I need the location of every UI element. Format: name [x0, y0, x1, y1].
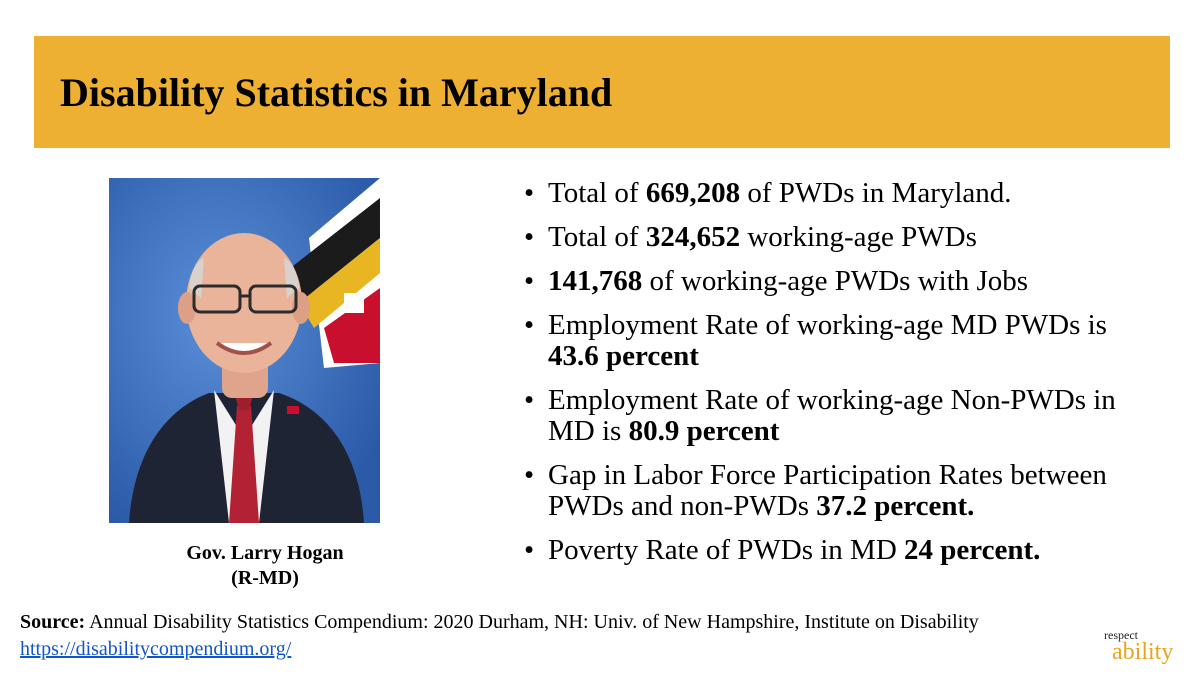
bullet-icon: •: [524, 265, 535, 297]
bullet-icon: •: [524, 309, 535, 341]
logo-text-bottom: ability: [1112, 639, 1174, 665]
respectability-logo: [1104, 628, 1194, 668]
source-text: Annual Disability Statistics Compendium: 2020 Durham, NH: Univ. of New Hampshire, Institute on Disability: [85, 611, 979, 633]
caption-name: Gov. Larry Hogan: [186, 542, 344, 564]
governor-photo: [109, 178, 380, 523]
bullet-icon: •: [524, 534, 535, 566]
list-item: • Employment Rate of working-age Non-PWDs in MD is 80.9 percent: [524, 384, 1116, 447]
bullet-icon: •: [524, 384, 535, 416]
source-link[interactable]: https://disabilitycompendium.org/: [20, 638, 292, 660]
photo-caption: [109, 541, 421, 591]
list-item: • Total of 324,652 working-age PWDs: [524, 221, 977, 253]
bullet-icon: •: [524, 221, 535, 253]
source-citation: [20, 609, 1120, 635]
statistics-list: [524, 178, 1144, 566]
list-item: • Poverty Rate of PWDs in MD 24 percent.: [524, 534, 1041, 566]
list-item: • Total of 669,208 of PWDs in Maryland.: [524, 177, 1012, 209]
source-label: Source:: [20, 611, 86, 633]
logo-text-top: respect: [1104, 628, 1138, 642]
caption-party: (R-MD): [231, 567, 299, 589]
list-item: • Employment Rate of working-age MD PWDs is 43.6 percent: [524, 309, 1107, 372]
list-item: • 141,768 of working-age PWDs with Jobs: [524, 265, 1029, 297]
list-item: • Gap in Labor Force Participation Rates between PWDs and non-PWDs 37.2 percent.: [524, 459, 1107, 522]
bullet-icon: •: [524, 459, 535, 491]
slide-title: Disability Statistics in Maryland: [60, 69, 613, 115]
title-bar: [34, 36, 1170, 148]
bullet-icon: •: [524, 177, 535, 209]
